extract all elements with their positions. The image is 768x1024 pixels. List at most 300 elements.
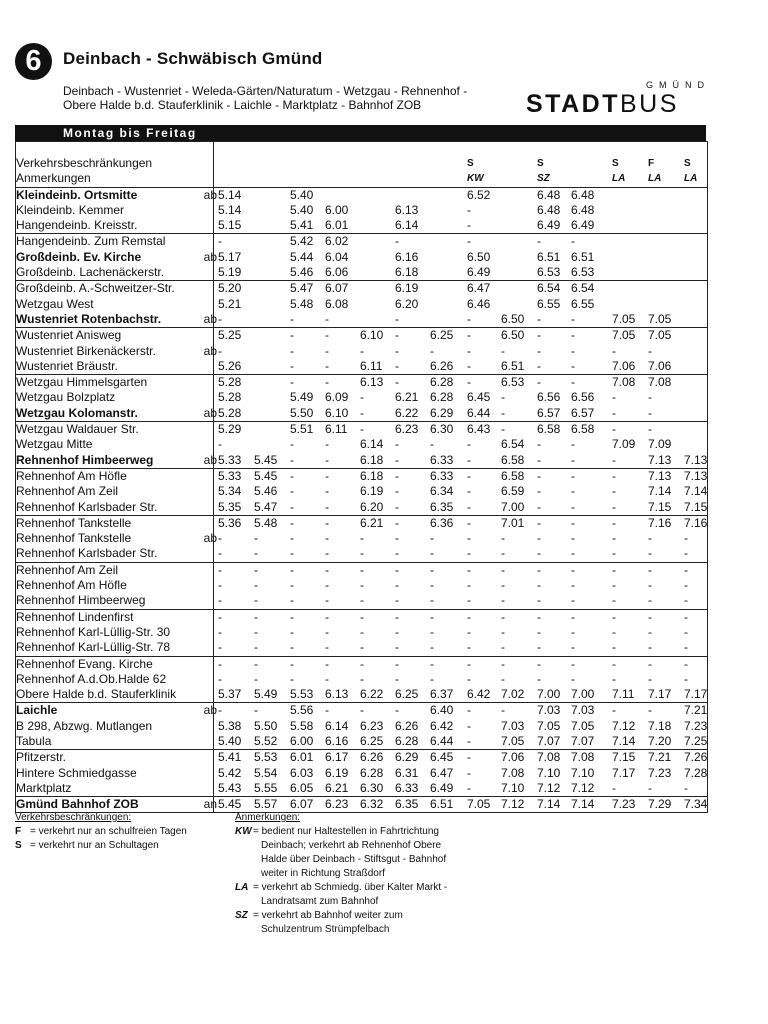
time-cell: 7.15 bbox=[612, 750, 636, 765]
time-cell: - bbox=[395, 375, 399, 390]
table-row bbox=[16, 390, 707, 405]
time-cell: 7.12 bbox=[571, 780, 595, 795]
time-cell: - bbox=[467, 671, 471, 686]
time-cell: - bbox=[612, 515, 616, 530]
time-cell: - bbox=[290, 546, 294, 561]
time-cell: - bbox=[537, 499, 541, 514]
departure-flag: ab bbox=[203, 311, 217, 326]
time-cell: - bbox=[612, 703, 616, 718]
time-cell: - bbox=[467, 765, 471, 780]
time-cell: - bbox=[218, 437, 222, 452]
time-cell: - bbox=[467, 609, 471, 624]
time-cell: - bbox=[501, 546, 505, 561]
time-cell: 6.03 bbox=[290, 765, 314, 780]
time-cell: 6.51 bbox=[501, 358, 525, 373]
time-cell: 5.33 bbox=[218, 468, 242, 483]
time-cell: - bbox=[612, 609, 616, 624]
time-cell: - bbox=[290, 671, 294, 686]
departure-flag: ab bbox=[203, 703, 217, 718]
time-cell: - bbox=[290, 562, 294, 577]
notes-row bbox=[16, 171, 707, 186]
stop-name: Großdeinb. A.-Schweitzer-Str. bbox=[16, 281, 175, 296]
time-cell: 6.43 bbox=[467, 422, 491, 437]
time-cell: 5.43 bbox=[218, 780, 242, 795]
table-row bbox=[16, 203, 707, 218]
time-cell: - bbox=[290, 343, 294, 358]
time-cell: 7.03 bbox=[571, 703, 595, 718]
time-cell: 6.48 bbox=[571, 202, 595, 217]
time-cell: - bbox=[571, 578, 575, 593]
time-cell: - bbox=[395, 640, 399, 655]
time-cell: - bbox=[467, 343, 471, 358]
time-cell: - bbox=[290, 499, 294, 514]
notes-label: Anmerkungen bbox=[16, 171, 91, 186]
time-cell: - bbox=[571, 437, 575, 452]
time-cell: - bbox=[467, 546, 471, 561]
logo-bold-part: STADT bbox=[526, 90, 620, 118]
stop-name: Rehnenhof Am Höfle bbox=[16, 578, 127, 593]
stop-name: Wustenriet Anisweg bbox=[16, 328, 122, 343]
table-row bbox=[16, 515, 707, 531]
footnote-key: KW bbox=[235, 826, 252, 837]
time-cell: 5.49 bbox=[254, 687, 278, 702]
time-cell: 6.53 bbox=[537, 265, 561, 280]
time-cell: 6.02 bbox=[325, 234, 349, 249]
time-cell: - bbox=[571, 375, 575, 390]
time-cell: 5.53 bbox=[290, 687, 314, 702]
time-cell: - bbox=[537, 358, 541, 373]
time-cell: 7.13 bbox=[684, 468, 708, 483]
day-band bbox=[15, 125, 706, 141]
time-cell: 6.21 bbox=[325, 780, 349, 795]
time-cell: - bbox=[467, 234, 471, 249]
stadtbus-logo bbox=[526, 80, 716, 116]
time-cell: 6.01 bbox=[290, 750, 314, 765]
time-cell: 7.23 bbox=[684, 718, 708, 733]
logo-light-part: BUS bbox=[619, 90, 679, 118]
stop-name: Rehnenhof Am Zeil bbox=[16, 484, 119, 499]
time-cell: - bbox=[571, 624, 575, 639]
time-cell: 6.10 bbox=[325, 405, 349, 420]
time-cell: 7.10 bbox=[537, 765, 561, 780]
time-cell: - bbox=[360, 531, 364, 546]
time-cell: 5.37 bbox=[218, 687, 242, 702]
time-cell: - bbox=[501, 531, 505, 546]
time-cell: - bbox=[648, 578, 652, 593]
time-cell: 5.38 bbox=[218, 718, 242, 733]
time-cell: - bbox=[612, 422, 616, 437]
timetable bbox=[15, 141, 708, 813]
time-cell: - bbox=[648, 422, 652, 437]
time-cell: - bbox=[501, 578, 505, 593]
time-cell: 7.05 bbox=[537, 718, 561, 733]
time-cell: 6.48 bbox=[537, 202, 561, 217]
time-cell: 7.21 bbox=[648, 750, 672, 765]
time-cell: - bbox=[395, 484, 399, 499]
time-cell: 7.08 bbox=[648, 375, 672, 390]
stop-name: Großdeinb. Ev. Kirche bbox=[16, 249, 142, 264]
time-cell: - bbox=[325, 624, 329, 639]
time-cell: - bbox=[218, 624, 222, 639]
time-cell: 6.57 bbox=[571, 405, 595, 420]
time-cell: - bbox=[571, 452, 575, 467]
time-cell: - bbox=[290, 578, 294, 593]
table-row bbox=[16, 749, 707, 765]
table-row bbox=[16, 672, 707, 687]
time-cell: 6.11 bbox=[360, 358, 383, 373]
time-cell: 6.18 bbox=[395, 265, 419, 280]
time-cell: 5.47 bbox=[290, 281, 314, 296]
table-row bbox=[16, 546, 707, 561]
time-cell: 5.42 bbox=[290, 234, 314, 249]
time-cell: - bbox=[648, 703, 652, 718]
stop-name: Rehnenhof Himbeerweg bbox=[16, 593, 146, 608]
time-cell: 7.34 bbox=[684, 797, 708, 812]
time-cell: 7.11 bbox=[612, 687, 635, 702]
time-cell: - bbox=[467, 311, 471, 326]
footnote-text: Deinbach; verkehrt ab Rehnenhof Obere bbox=[261, 840, 442, 851]
time-cell: - bbox=[571, 328, 575, 343]
time-cell: 6.28 bbox=[395, 733, 419, 748]
time-cell: 7.23 bbox=[648, 765, 672, 780]
table-row bbox=[16, 500, 707, 515]
time-cell: 6.23 bbox=[395, 422, 419, 437]
route-number-badge: 6 bbox=[15, 43, 52, 80]
time-cell: 7.14 bbox=[571, 797, 595, 812]
stop-name: Laichle bbox=[16, 703, 58, 718]
time-cell: - bbox=[430, 578, 434, 593]
time-cell: S bbox=[537, 158, 544, 169]
time-cell: 7.00 bbox=[501, 499, 525, 514]
time-cell: 5.40 bbox=[218, 733, 242, 748]
time-cell: 7.16 bbox=[648, 515, 672, 530]
time-cell: 6.47 bbox=[467, 281, 491, 296]
time-cell: 6.58 bbox=[501, 452, 525, 467]
time-cell: 6.33 bbox=[430, 468, 454, 483]
time-cell: 5.19 bbox=[218, 265, 242, 280]
table-row bbox=[16, 687, 707, 702]
time-cell: - bbox=[395, 656, 399, 671]
restrictions-row bbox=[16, 156, 707, 171]
time-cell: - bbox=[537, 343, 541, 358]
stop-name: Wetzgau Waldauer Str. bbox=[16, 422, 139, 437]
logo-gmuend-text: GMÜND bbox=[646, 80, 710, 90]
time-cell: - bbox=[290, 358, 294, 373]
footnote-item bbox=[235, 825, 485, 881]
time-cell: 6.48 bbox=[537, 187, 561, 202]
time-cell: 6.16 bbox=[325, 733, 349, 748]
time-cell: - bbox=[612, 780, 616, 795]
time-cell: 7.14 bbox=[648, 484, 672, 499]
time-cell: 6.54 bbox=[537, 281, 561, 296]
time-cell: 5.44 bbox=[290, 249, 314, 264]
time-cell: - bbox=[360, 656, 364, 671]
time-cell: 6.28 bbox=[360, 765, 384, 780]
time-cell: 5.46 bbox=[254, 484, 278, 499]
time-cell: - bbox=[537, 468, 541, 483]
time-cell: - bbox=[430, 640, 434, 655]
time-cell: - bbox=[571, 593, 575, 608]
time-cell: - bbox=[254, 656, 258, 671]
time-cell: - bbox=[648, 343, 652, 358]
time-cell: - bbox=[290, 437, 294, 452]
time-cell: - bbox=[571, 656, 575, 671]
time-cell: - bbox=[395, 671, 399, 686]
time-cell: - bbox=[537, 593, 541, 608]
time-cell: - bbox=[325, 609, 329, 624]
footnote-key: SZ bbox=[235, 910, 248, 921]
time-cell: 5.46 bbox=[290, 265, 314, 280]
time-cell: 5.50 bbox=[254, 718, 278, 733]
time-cell: - bbox=[684, 609, 688, 624]
time-cell: 6.23 bbox=[325, 797, 349, 812]
time-cell: - bbox=[501, 405, 505, 420]
time-cell: - bbox=[612, 578, 616, 593]
time-cell: 6.00 bbox=[290, 733, 314, 748]
route-stops-line-1: Deinbach - Wustenriet - Weleda-Gärten/Naturatum - Wetzgau - Rehnenhof - bbox=[63, 84, 468, 98]
table-row bbox=[16, 233, 707, 249]
time-cell: 6.50 bbox=[467, 249, 491, 264]
table-row bbox=[16, 453, 707, 468]
time-cell: - bbox=[254, 531, 258, 546]
time-cell: - bbox=[467, 484, 471, 499]
footnote-key: F bbox=[15, 826, 22, 837]
time-cell: - bbox=[571, 311, 575, 326]
table-row bbox=[16, 297, 707, 312]
time-cell: 6.08 bbox=[325, 296, 349, 311]
logo-stadtbus-text bbox=[526, 90, 679, 119]
time-cell: 7.09 bbox=[612, 437, 636, 452]
time-cell: - bbox=[648, 593, 652, 608]
time-cell: - bbox=[360, 624, 364, 639]
footnotes-notes-title: Anmerkungen: bbox=[235, 812, 301, 823]
time-cell: 6.56 bbox=[537, 390, 561, 405]
time-cell: - bbox=[612, 452, 616, 467]
time-cell: - bbox=[537, 452, 541, 467]
time-cell: - bbox=[612, 484, 616, 499]
time-cell: - bbox=[648, 656, 652, 671]
stop-name: Rehnenhof A.d.Ob.Halde 62 bbox=[16, 671, 167, 686]
time-cell: - bbox=[360, 578, 364, 593]
time-cell: 7.10 bbox=[501, 780, 525, 795]
stop-name: Wetzgau Kolomanstr. bbox=[16, 405, 138, 420]
time-cell: - bbox=[254, 671, 258, 686]
time-cell: 7.05 bbox=[612, 328, 636, 343]
table-row bbox=[16, 640, 707, 655]
time-cell: 6.18 bbox=[360, 452, 384, 467]
time-cell: 5.15 bbox=[218, 218, 242, 233]
table-row bbox=[16, 766, 707, 781]
time-cell: - bbox=[430, 624, 434, 639]
stop-name: Wustenriet Bräustr. bbox=[16, 358, 118, 373]
time-cell: - bbox=[501, 640, 505, 655]
time-cell: - bbox=[290, 609, 294, 624]
time-cell: - bbox=[254, 640, 258, 655]
time-cell: - bbox=[612, 562, 616, 577]
time-cell: - bbox=[467, 358, 471, 373]
time-cell: 6.54 bbox=[571, 281, 595, 296]
time-cell: - bbox=[537, 234, 541, 249]
time-cell: - bbox=[360, 422, 364, 437]
stop-name: Wetzgau West bbox=[16, 296, 94, 311]
time-cell: 6.40 bbox=[430, 703, 454, 718]
time-cell: 5.45 bbox=[254, 468, 278, 483]
time-cell: 5.25 bbox=[218, 328, 242, 343]
footnote-key: LA bbox=[235, 882, 249, 893]
departure-flag: ab bbox=[203, 187, 217, 202]
time-cell: LA bbox=[684, 173, 698, 185]
time-cell: - bbox=[218, 546, 222, 561]
time-cell: - bbox=[218, 703, 222, 718]
time-cell: - bbox=[325, 452, 329, 467]
time-cell: - bbox=[254, 593, 258, 608]
time-cell: - bbox=[501, 656, 505, 671]
time-cell: 6.16 bbox=[395, 249, 419, 264]
time-cell: 7.06 bbox=[648, 358, 672, 373]
departure-flag: ab bbox=[203, 249, 217, 264]
route-title: Deinbach - Schwäbisch Gmünd bbox=[63, 49, 323, 68]
time-cell: 5.34 bbox=[218, 484, 242, 499]
time-cell: 6.32 bbox=[360, 797, 384, 812]
time-cell: - bbox=[430, 609, 434, 624]
time-cell: - bbox=[430, 531, 434, 546]
time-cell: 6.47 bbox=[430, 765, 454, 780]
time-cell: 6.57 bbox=[537, 405, 561, 420]
time-cell: - bbox=[395, 328, 399, 343]
time-cell: 7.17 bbox=[684, 687, 708, 702]
time-cell: - bbox=[467, 375, 471, 390]
time-cell: - bbox=[648, 780, 652, 795]
time-cell: 6.49 bbox=[467, 265, 491, 280]
time-cell: F bbox=[648, 158, 655, 169]
stop-name: Wetzgau Bolzplatz bbox=[16, 390, 116, 405]
time-cell: 6.19 bbox=[360, 484, 384, 499]
time-cell: 6.21 bbox=[395, 390, 419, 405]
stop-name: Obere Halde b.d. Stauferklinik bbox=[16, 687, 177, 702]
time-cell: 6.51 bbox=[430, 797, 454, 812]
time-cell: 6.25 bbox=[395, 687, 419, 702]
time-cell: - bbox=[395, 499, 399, 514]
time-cell: 6.37 bbox=[430, 687, 454, 702]
time-cell: - bbox=[612, 546, 616, 561]
time-cell: 6.33 bbox=[395, 780, 419, 795]
time-cell: 7.06 bbox=[612, 358, 636, 373]
table-row bbox=[16, 656, 707, 672]
time-cell: 6.30 bbox=[360, 780, 384, 795]
time-cell: - bbox=[571, 640, 575, 655]
time-cell: - bbox=[254, 609, 258, 624]
time-cell: - bbox=[290, 452, 294, 467]
time-cell: - bbox=[467, 624, 471, 639]
time-cell: 5.58 bbox=[290, 718, 314, 733]
stop-name: Pfitzerstr. bbox=[16, 750, 67, 765]
day-label: Montag bis Freitag bbox=[63, 126, 197, 140]
stop-name: Rehnenhof Himbeerweg bbox=[16, 452, 154, 467]
time-cell: 5.14 bbox=[218, 202, 242, 217]
time-cell: - bbox=[571, 562, 575, 577]
table-row bbox=[16, 344, 707, 359]
departure-flag: ab bbox=[203, 405, 217, 420]
time-cell: 6.53 bbox=[501, 375, 525, 390]
time-cell: - bbox=[684, 671, 688, 686]
time-cell: - bbox=[430, 671, 434, 686]
time-cell: - bbox=[395, 452, 399, 467]
time-cell: - bbox=[537, 609, 541, 624]
time-cell: - bbox=[218, 656, 222, 671]
time-cell: 6.45 bbox=[430, 750, 454, 765]
time-cell: 6.18 bbox=[360, 468, 384, 483]
time-cell: 6.42 bbox=[430, 718, 454, 733]
time-cell: 6.35 bbox=[395, 797, 419, 812]
time-cell: - bbox=[537, 328, 541, 343]
time-cell: - bbox=[290, 328, 294, 343]
time-cell: 7.13 bbox=[648, 452, 672, 467]
table-row bbox=[16, 625, 707, 640]
time-cell: 6.45 bbox=[467, 390, 491, 405]
time-cell: - bbox=[218, 311, 222, 326]
time-cell: - bbox=[467, 328, 471, 343]
time-cell: 6.44 bbox=[430, 733, 454, 748]
time-cell: 5.55 bbox=[254, 780, 278, 795]
time-cell: 6.09 bbox=[325, 390, 349, 405]
time-cell: - bbox=[537, 515, 541, 530]
time-cell: - bbox=[571, 515, 575, 530]
time-cell: - bbox=[395, 624, 399, 639]
table-row bbox=[16, 312, 707, 327]
time-cell: 7.05 bbox=[612, 311, 636, 326]
time-cell: 5.40 bbox=[290, 187, 314, 202]
time-cell: - bbox=[430, 562, 434, 577]
time-cell: - bbox=[360, 390, 364, 405]
stop-name: Hangendeinb. Kreisstr. bbox=[16, 218, 138, 233]
time-cell: - bbox=[684, 562, 688, 577]
time-cell: - bbox=[325, 375, 329, 390]
time-cell: - bbox=[395, 358, 399, 373]
table-row bbox=[16, 327, 707, 343]
time-cell: 6.19 bbox=[395, 281, 419, 296]
footnote-text: Schulzentrum Strümpfelbach bbox=[261, 924, 390, 935]
time-cell: S bbox=[612, 158, 619, 169]
time-cell: - bbox=[648, 390, 652, 405]
time-cell: - bbox=[537, 640, 541, 655]
time-cell: - bbox=[325, 640, 329, 655]
time-cell: - bbox=[325, 578, 329, 593]
stop-name: Wustenriet Birkenäckerstr. bbox=[16, 343, 156, 358]
time-cell: 7.00 bbox=[571, 687, 595, 702]
time-cell: - bbox=[254, 546, 258, 561]
stop-name: Rehnenhof Am Zeil bbox=[16, 562, 119, 577]
time-cell: 6.19 bbox=[325, 765, 349, 780]
time-cell: - bbox=[360, 405, 364, 420]
time-cell: - bbox=[254, 562, 258, 577]
time-cell: 6.13 bbox=[395, 202, 419, 217]
time-cell: 7.00 bbox=[537, 687, 561, 702]
footnote-text: = verkehrt ab Bahnhof weiter zum bbox=[253, 910, 403, 921]
table-row bbox=[16, 187, 707, 203]
time-cell: - bbox=[612, 468, 616, 483]
time-cell: 6.06 bbox=[325, 265, 349, 280]
time-cell: 6.49 bbox=[430, 780, 454, 795]
stop-name: Rehnenhof Evang. Kirche bbox=[16, 656, 153, 671]
time-cell: 6.04 bbox=[325, 249, 349, 264]
time-cell: 7.17 bbox=[612, 765, 636, 780]
table-row bbox=[16, 265, 707, 280]
time-cell: - bbox=[612, 390, 616, 405]
time-cell: - bbox=[467, 468, 471, 483]
time-cell: 7.15 bbox=[684, 499, 708, 514]
time-cell: 6.29 bbox=[430, 405, 454, 420]
time-cell: 5.35 bbox=[218, 499, 242, 514]
